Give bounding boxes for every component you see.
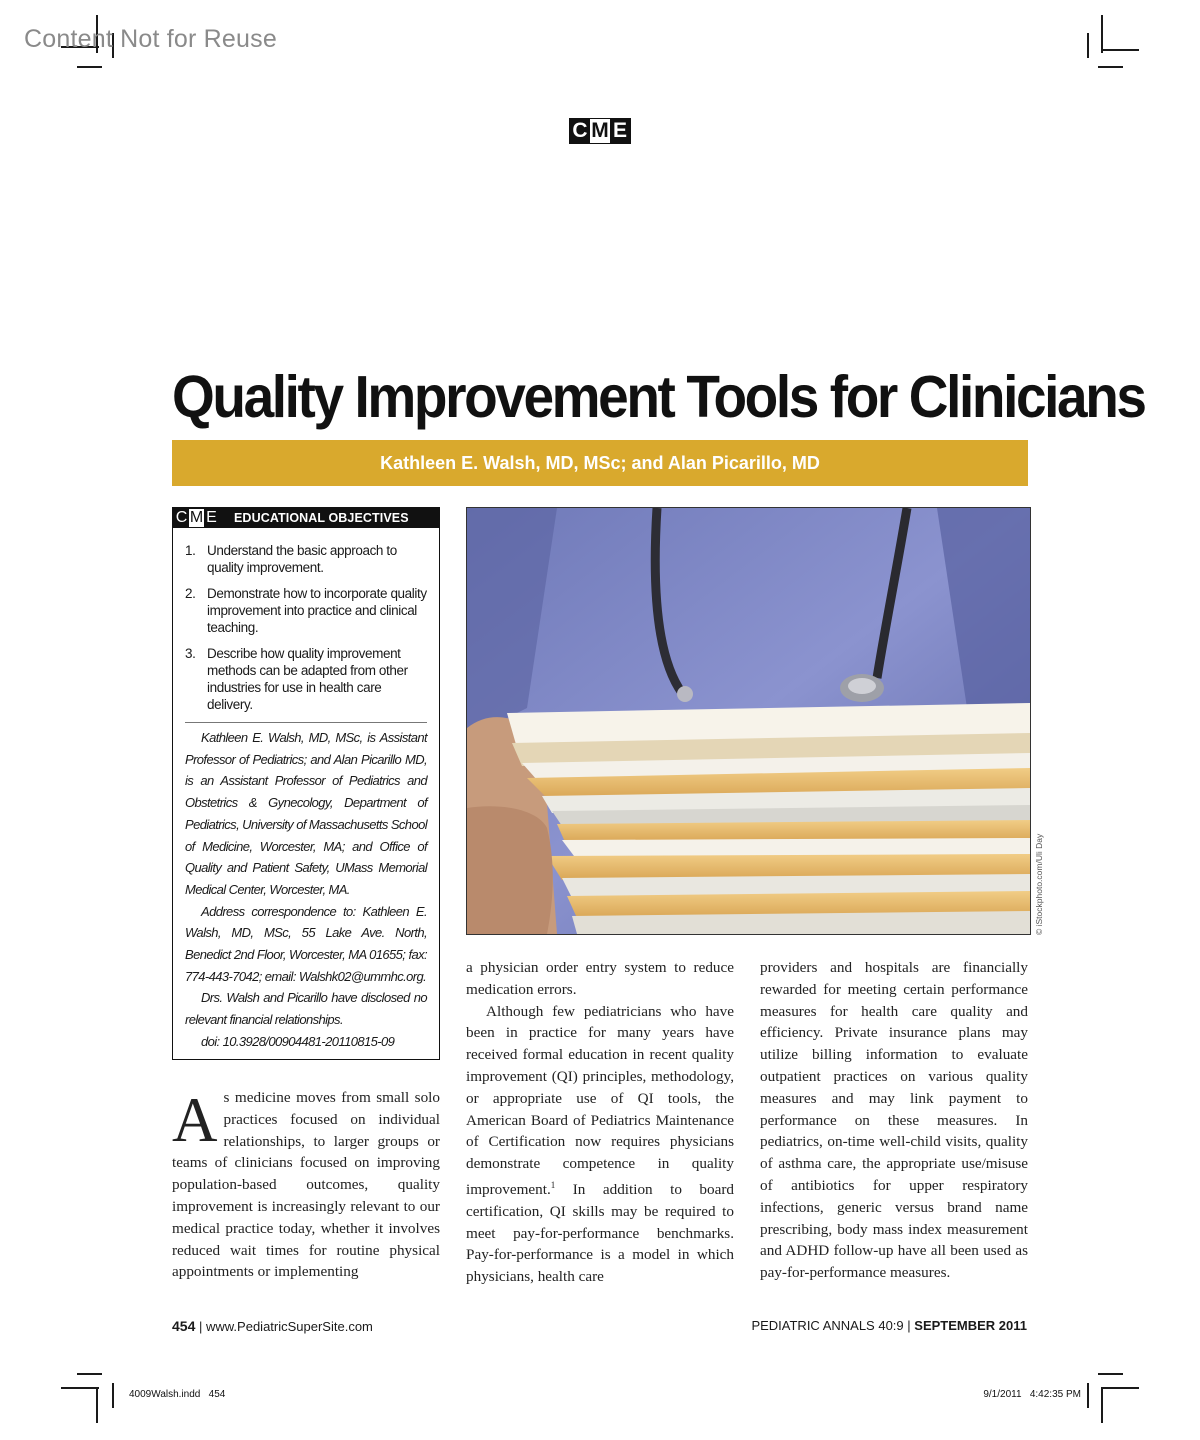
footer-separator: | (907, 1318, 915, 1333)
objective-text: Describe how quality improvement methods can be adapted from other industries for use in health care delivery. (207, 646, 408, 712)
cme-badge (569, 118, 631, 144)
crop-mark (112, 1383, 114, 1408)
divider (185, 722, 427, 723)
doi-text: doi: 10.3928/00904481-20110815-09 (201, 1033, 395, 1049)
affiliation-text: Kathleen E. Walsh, MD, MSc, is Assistant Professor of Pediatrics; and Alan Picarillo MD, is an Assistant Professor of Pediatrics and Obstetrics & Gynecology, Department of Pediatrics, University of Massachusetts School of Medicine, Worcester, MA; and Office of Quality and Patient Safety, UMass Memorial Medical Center, Worcester, MA. (185, 730, 427, 897)
article-title: Quality Improvement Tools for Clinicians (172, 363, 1145, 431)
print-slug-timestamp: 9/1/2011 4:42:35 PM (983, 1389, 1081, 1400)
objective-number: 3. (185, 646, 196, 661)
crop-mark (77, 1373, 102, 1375)
crop-mark (1101, 15, 1103, 53)
crop-mark (1098, 66, 1123, 68)
crop-mark (61, 1387, 99, 1389)
cme-mini-badge (173, 508, 220, 528)
cme-letter: M (189, 509, 204, 526)
cme-letter: M (591, 119, 609, 142)
objective-number: 2. (185, 586, 196, 601)
author-affiliations (185, 727, 427, 1053)
objective-text: Demonstrate how to incorporate quality improvement into practice and clinical teaching. (207, 586, 427, 635)
page-number: 454 (172, 1318, 196, 1334)
body-paragraph: providers and hospitals are financially rewarded for meeting certain performance measures for health care quality and efficiency. Private insurance plans may utilize billing information to evaluate outpatient practices on various quality measures and may link payment to performance on these measures. In pediatrics, on-time well-child visits, quality of asthma care, the appropriate use/misuse of antibiotics for upper respiratory infections, generic versus brand name prescribing, body mass index measurement and ADHD follow-up have all been used as pay-for-performance measures. (760, 959, 1028, 1282)
objective-item (185, 585, 429, 636)
crop-mark (1101, 1387, 1103, 1423)
objectives-list (185, 542, 429, 713)
objectives-sidebar (172, 507, 440, 1060)
citation-superscript: 1 (550, 1179, 556, 1190)
crop-mark (1101, 49, 1139, 51)
body-paragraph (466, 1001, 734, 1288)
crop-mark (1087, 1383, 1089, 1408)
crop-mark (1087, 33, 1089, 58)
page-footer-left (172, 1318, 373, 1334)
correspondence-address: Address correspondence to: Kathleen E. Walsh, MD, MSc, 55 Lake Ave. North, Benedict 2nd Floor, Worcester, MA 01655; fax: 774-443-7042; email: Walshk02@ummhc.org. (185, 903, 427, 984)
photo-clinician-holding-files (467, 508, 1030, 934)
body-paragraph: s medicine moves from small solo practices focused on individual relationships, to larger groups or teams of clinicians focused on improving population-based outcomes, quality improvement is increasingly relevant to our medical practice today, whether it involves reduced wait times for routine physical appointments or implementing (172, 1089, 440, 1281)
drop-cap: A (172, 1085, 218, 1155)
objectives-header (173, 508, 439, 528)
author-byline: Kathleen E. Walsh, MD, MSc; and Alan Picarillo, MD (172, 440, 1028, 486)
photo-credit: © iStockphoto.com/Uli Day (1034, 833, 1044, 935)
cme-letter: C (570, 119, 590, 143)
body-text: In addition to board certification, QI skills may be required to meet pay-for-performance benchmarks. Pay-for-performance is a model in which physicians, health care (466, 1181, 734, 1286)
objective-text: Understand the basic approach to quality improvement. (207, 543, 397, 575)
body-column-2 (466, 957, 734, 1288)
body-paragraph: a physician order entry system to reduce medication errors. (466, 959, 734, 998)
cme-letter: E (204, 509, 219, 527)
body-text: Although few pediatricians who have been in practice for many years have received formal education in recent quality improvement (QI) principles, methodology, or appropriate use of QI tools, the American Board of Pediatrics Maintenance of Certification now requires physicians demonstrate competence in quality improvement. (466, 1002, 734, 1199)
website-link[interactable]: www.PediatricSuperSite.com (205, 1319, 373, 1334)
issue-date: SEPTEMBER 2011 (914, 1318, 1027, 1333)
crop-mark (1098, 1373, 1123, 1375)
body-column-3 (760, 957, 1028, 1284)
footer-separator: | (198, 1319, 206, 1334)
objective-item (185, 645, 429, 713)
page-footer-right (751, 1318, 1027, 1333)
crop-mark (1101, 1387, 1139, 1389)
crop-mark (77, 66, 102, 68)
body-column-1 (172, 1087, 440, 1283)
disclosure-text: Drs. Walsh and Picarillo have disclosed no relevant financial relationships. (185, 990, 427, 1028)
cme-letter: E (610, 119, 630, 143)
journal-citation: PEDIATRIC ANNALS 40:9 (751, 1318, 904, 1333)
cme-letter: C (175, 509, 188, 526)
article-photo (466, 507, 1031, 935)
objectives-heading: EDUCATIONAL OBJECTIVES (234, 511, 409, 525)
crop-mark (96, 1387, 98, 1423)
print-slug-file: 4009Walsh.indd 454 (129, 1389, 226, 1400)
watermark-text: Content Not for Reuse (24, 25, 277, 53)
objective-number: 1. (185, 543, 196, 558)
objective-item (185, 542, 429, 576)
